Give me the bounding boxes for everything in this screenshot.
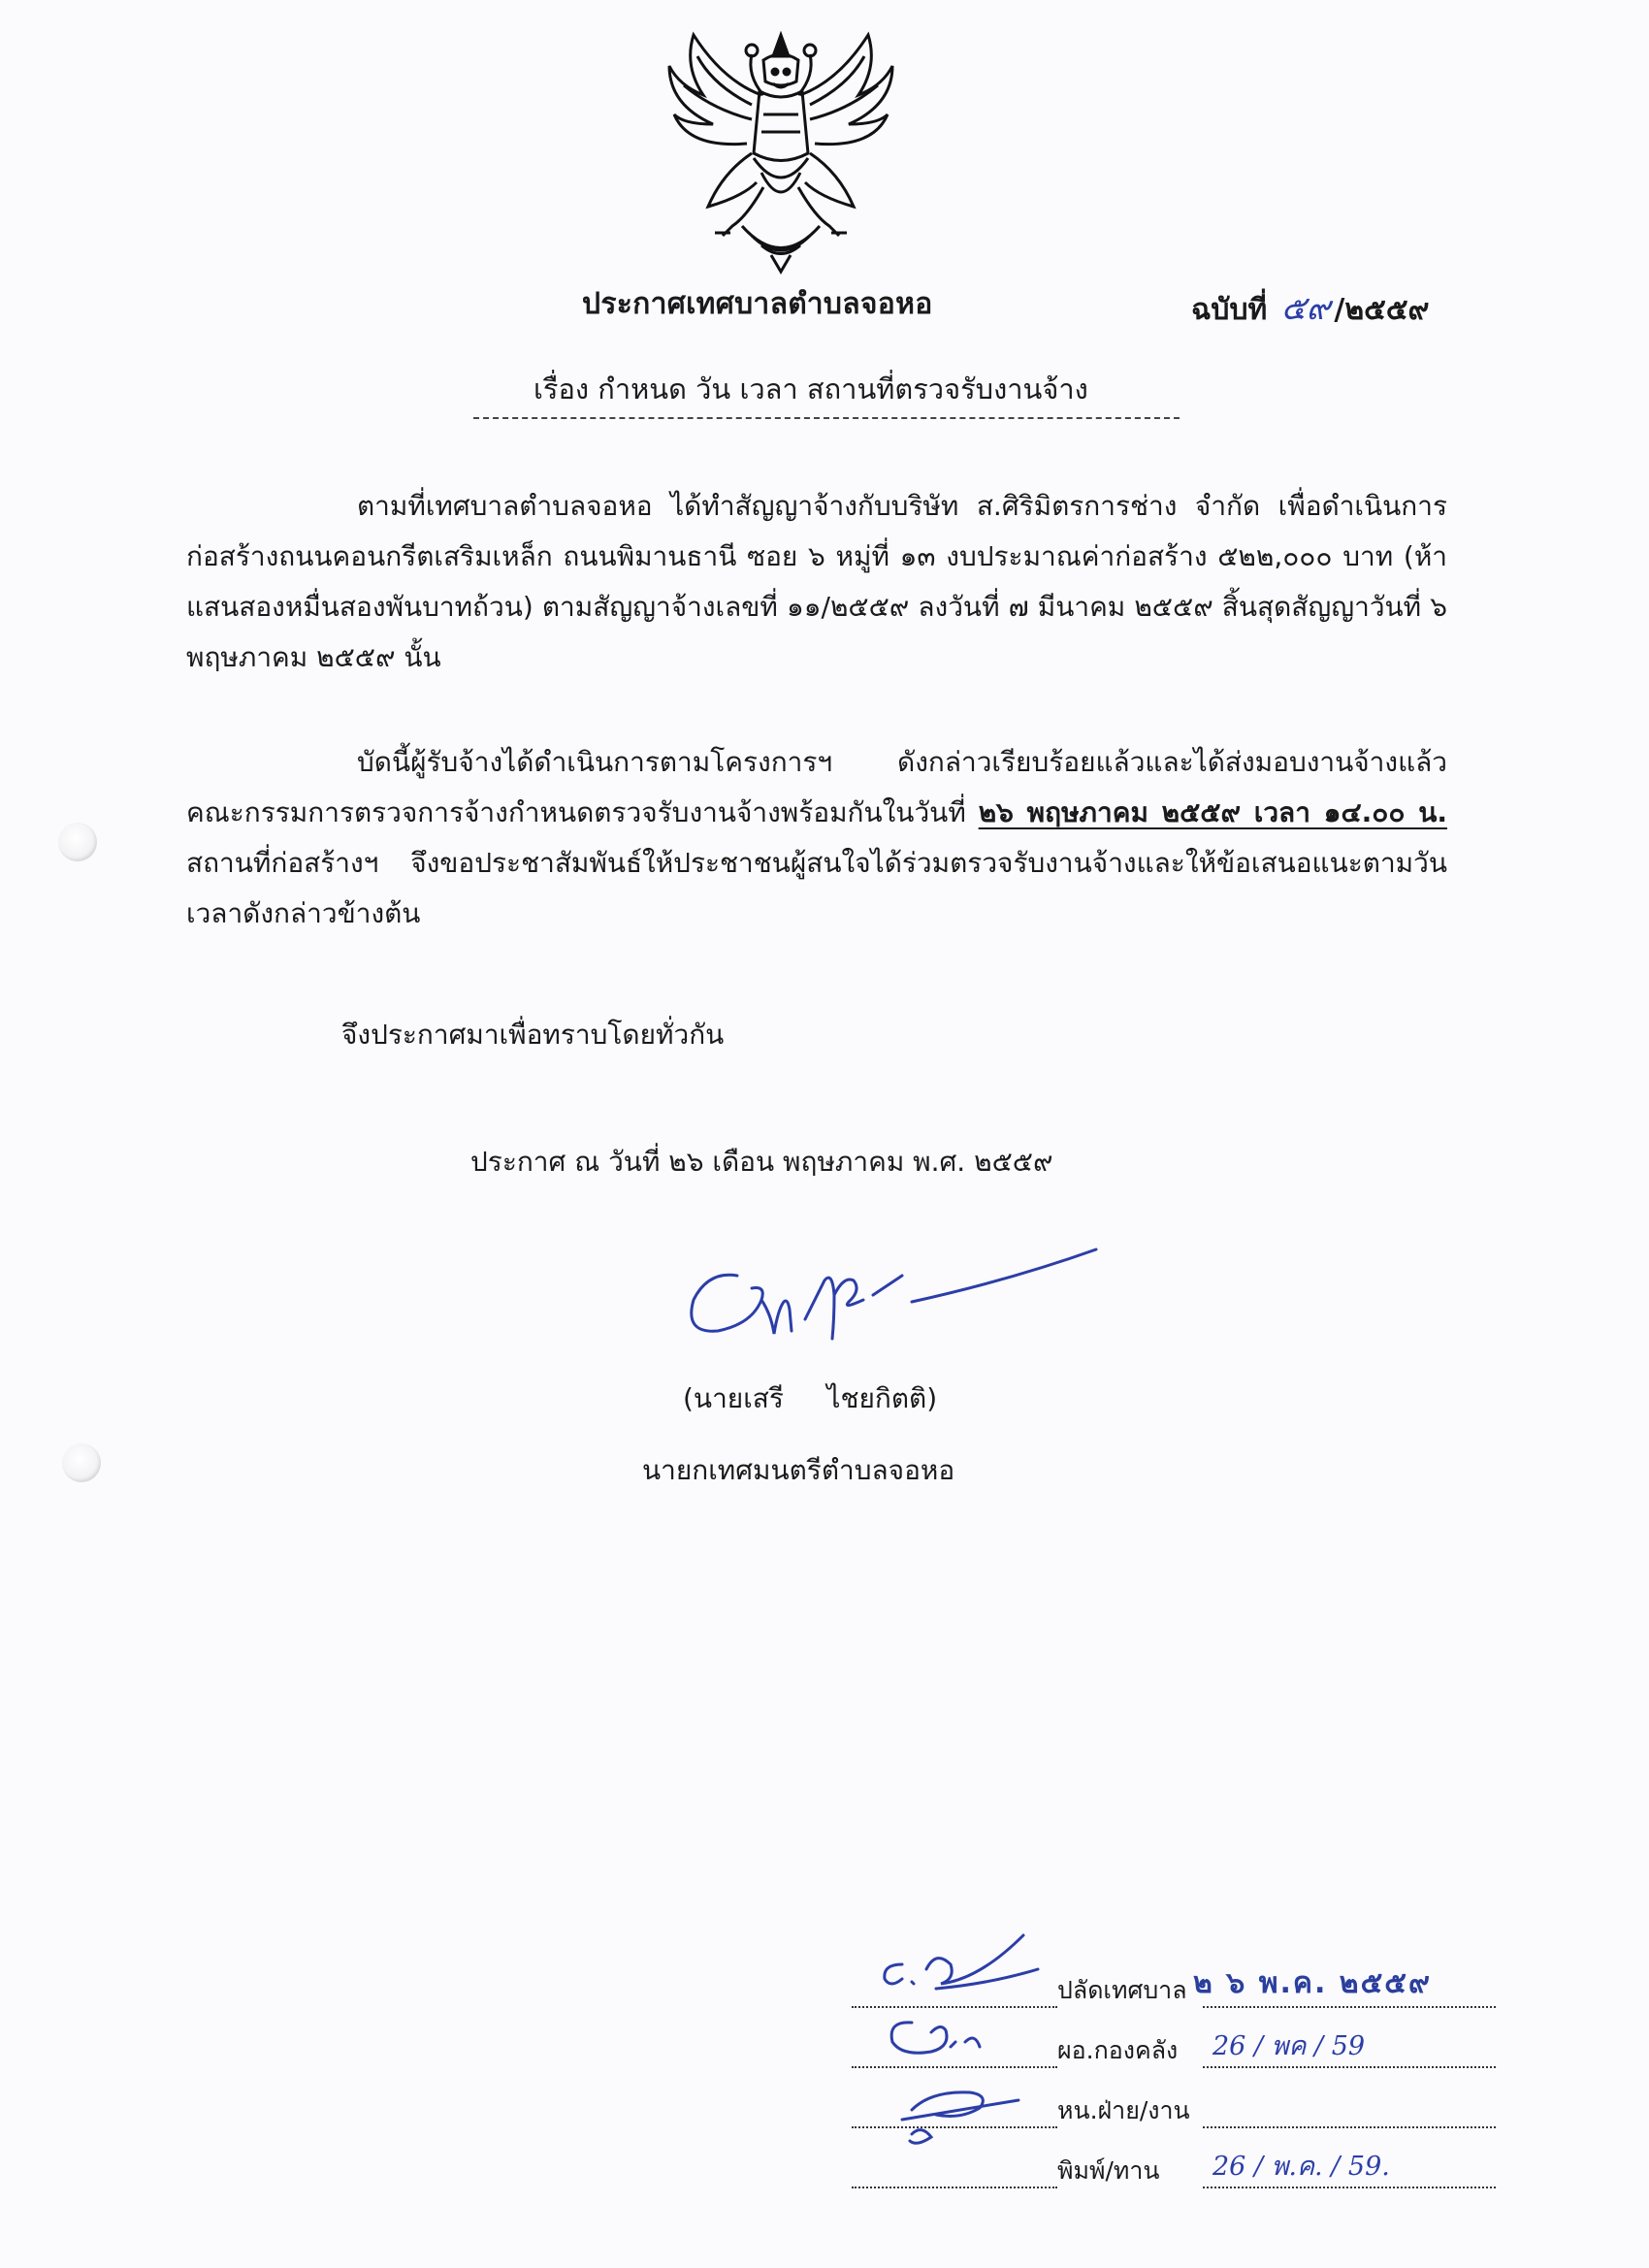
date-line bbox=[1203, 2126, 1496, 2128]
routing-date: 26 / พ.ค. / 59. bbox=[1212, 2152, 1390, 2182]
closing-statement: จึงประกาศมาเพื่อทราบโดยทั่วกัน bbox=[341, 1019, 725, 1051]
number-prefix: ฉบับที่ bbox=[1191, 293, 1268, 327]
routing-label: ผอ.กองคลัง bbox=[1057, 2036, 1179, 2064]
signer-name: (นายเสรี ไชยกิตติ) bbox=[683, 1382, 938, 1414]
subject-line: เรื่อง กำหนด วัน เวลา สถานที่ตรวจรับงานจ้าง bbox=[534, 373, 1088, 405]
date-line bbox=[1203, 2187, 1496, 2188]
date-line bbox=[1203, 2006, 1496, 2008]
paragraph-1-text: ตามที่เทศบาลตำบลจอหอ ได้ทำสัญญาจ้างกับบริษัท ส.ศิริมิตรการช่าง จำกัด เพื่อดำเนินการก่อสร้างถนนคอนกรีตเสริมเหล็ก ถนนพิมานธานี ซอย ๖ หมู่ที่ ๑๓ งบประมาณค่าก่อสร้าง ๕๒๒,๐๐๐ บาท (ห้าแสนสองหมื่นสองพันบาทถ้วน) ตามสัญญาจ้างเลขที่ ๑๑/๒๕๕๙ ลงวันที่ ๗ มีนาคม ๒๕๕๙ สิ้นสุดสัญญาวันที่ ๖ พฤษภาคม ๒๕๕๙ นั้น bbox=[186, 490, 1447, 673]
dashed-divider bbox=[473, 417, 1180, 419]
announcement-number bbox=[1191, 281, 1430, 334]
received-date-stamp: ๒ ๖ พ.ค. ๒๕๕๙ bbox=[1193, 1966, 1432, 2000]
routing-label: ปลัดเทศบาล bbox=[1057, 1976, 1187, 2004]
announcement-title: ประกาศเทศบาลตำบลจอหอ bbox=[582, 287, 933, 321]
routing-date: 26 / พค / 59 bbox=[1212, 2031, 1366, 2061]
handwritten-number: ๕๙ bbox=[1280, 289, 1331, 328]
announcement-date: ประกาศ ณ วันที่ ๒๖ เดือน พฤษภาคม พ.ศ. ๒๕๕๙ bbox=[470, 1146, 1053, 1178]
routing-label: หน.ฝ่าย/งาน bbox=[1057, 2096, 1190, 2124]
garuda-emblem-icon bbox=[655, 27, 907, 277]
number-suffix: /๒๕๕๙ bbox=[1334, 293, 1430, 327]
date-line bbox=[1203, 2066, 1496, 2068]
handwritten-initials bbox=[844, 1926, 1232, 2187]
body-paragraph-1 bbox=[186, 481, 1447, 683]
paragraph-2-text-after: สถานที่ก่อสร้างฯ จึงขอประชาสัมพันธ์ให้ประชาชนผู้สนใจได้ร่วมตรวจรับงานจ้างและให้ข้อเสนอแนะตามวันเวลาดังกล่าวข้างต้น bbox=[186, 847, 1447, 929]
signer-title: นายกเทศมนตรีตำบลจอหอ bbox=[642, 1454, 955, 1486]
inspection-date-time: ๒๖ พฤษภาคม ๒๕๕๙ เวลา ๑๔.๐๐ น. bbox=[978, 796, 1447, 828]
punch-hole bbox=[58, 823, 97, 861]
routing-label: พิมพ์/ทาน bbox=[1057, 2156, 1160, 2185]
paragraph-2-text-before: บัดนี้ผู้รับจ้างได้ดำเนินการตามโครงการฯ ดังกล่าวเรียบร้อยแล้วและได้ส่งมอบงานจ้างแล้ว คณะกรรมการตรวจการจ้างกำหนดตรวจรับงานจ้างพร้อมกันในวันที่ bbox=[186, 746, 1447, 828]
handwritten-signature bbox=[669, 1242, 1106, 1358]
punch-hole bbox=[62, 1443, 101, 1482]
body-paragraph-2 bbox=[186, 737, 1447, 939]
